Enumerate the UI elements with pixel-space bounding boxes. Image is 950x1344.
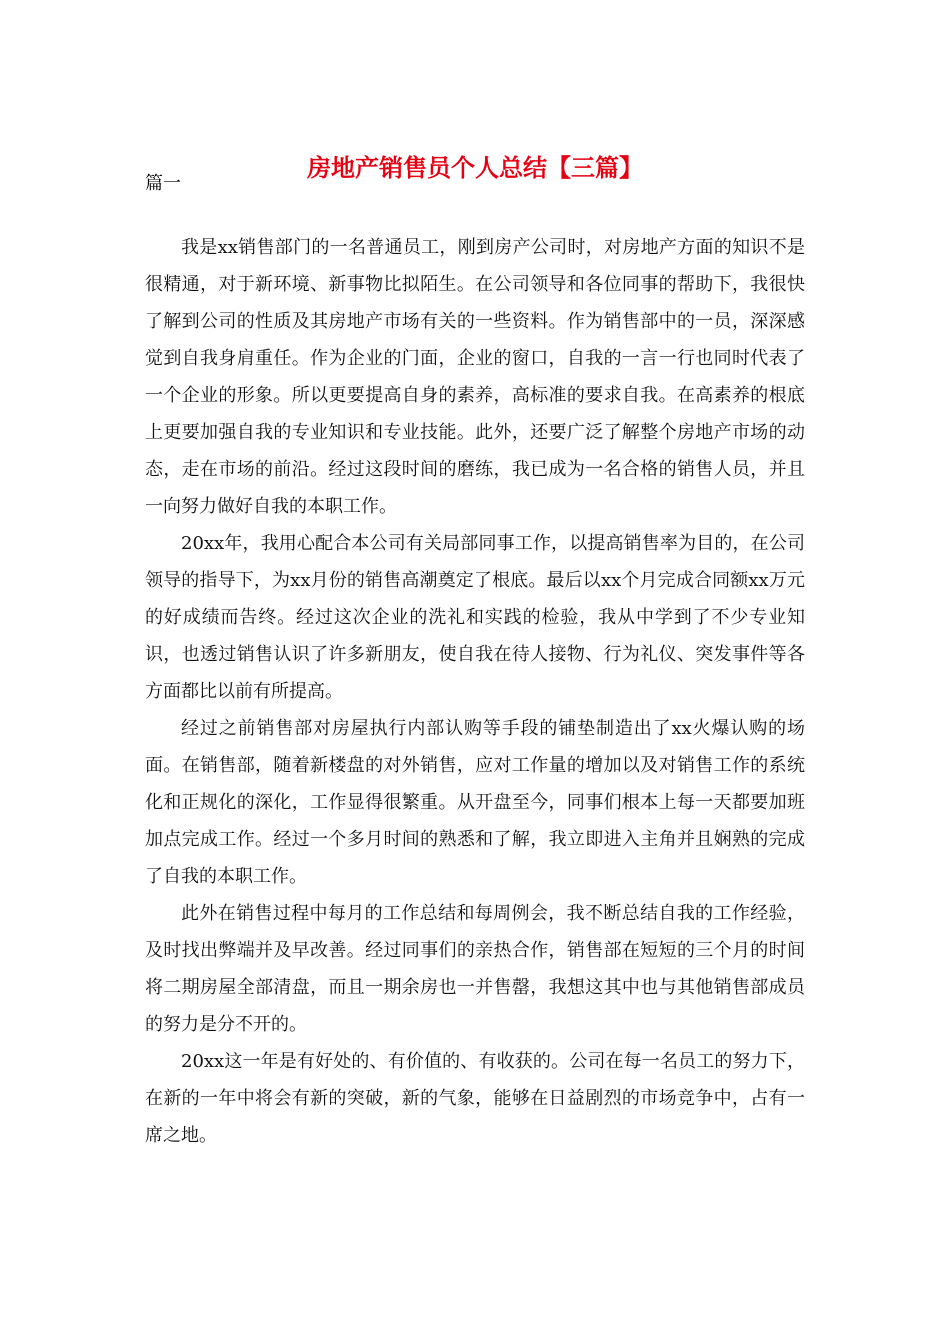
paragraph-2: 20xx年，我用心配合本公司有关局部同事工作，以提高销售率为目的，在公司领导的指导下，为xx月份的销售高潮奠定了根底。最后以xx个月完成合同额xx万元的好成绩而告终。经过这次企业的洗礼和实践的检验，我从中学到了不少专业知识，也透过销售认识了许多新朋友，使自我在待人接物、行为礼仪、突发事件等各方面都比以前有所提高。 — [145, 533, 805, 702]
section-label: 篇一 — [145, 173, 181, 194]
document-title: 房地产销售员个人总结【三篇】 — [307, 153, 643, 182]
paragraph-1: 我是xx销售部门的一名普通员工，刚到房产公司时，对房地产方面的知识不是很精通，对于新环境、新事物比拟陌生。在公司领导和各位同事的帮助下，我很快了解到公司的性质及其房地产市场有关的一些资料。作为销售部中的一员，深深感觉到自我身肩重任。作为企业的门面，企业的窗口，自我的一言一行也同时代表了一个企业的形象。所以更要提高自身的素养，高标准的要求自我。在高素养的根底上更要加强自我的专业知识和专业技能。此外，还要广泛了解整个房地产市场的动态，走在市场的前沿。经过这段时间的磨练，我已成为一名合格的销售人员，并且一向努力做好自我的本职工作。 — [145, 237, 805, 517]
paragraph-5: 20xx这一年是有好处的、有价值的、有收获的。公司在每一名员工的努力下，在新的一年中将会有新的突破，新的气象，能够在日益剧烈的市场竞争中，占有一席之地。 — [145, 1051, 805, 1146]
paragraph-3: 经过之前销售部对房屋执行内部认购等手段的铺垫制造出了xx火爆认购的场面。在销售部，随着新楼盘的对外销售，应对工作量的增加以及对销售工作的系统化和正规化的深化，工作显得很繁重。从开盘至今，同事们根本上每一天都要加班加点完成工作。经过一个多月时间的熟悉和了解，我立即进入主角并且娴熟的完成了自我的本职工作。 — [145, 718, 805, 887]
paragraph-4: 此外在销售过程中每月的工作总结和每周例会，我不断总结自我的工作经验，及时找出弊端并及早改善。经过同事们的亲热合作，销售部在短短的三个月的时间将二期房屋全部清盘，而且一期余房也一并售罄，我想这其中也与其他销售部成员的努力是分不开的。 — [145, 903, 805, 1035]
document-body — [145, 229, 805, 1154]
